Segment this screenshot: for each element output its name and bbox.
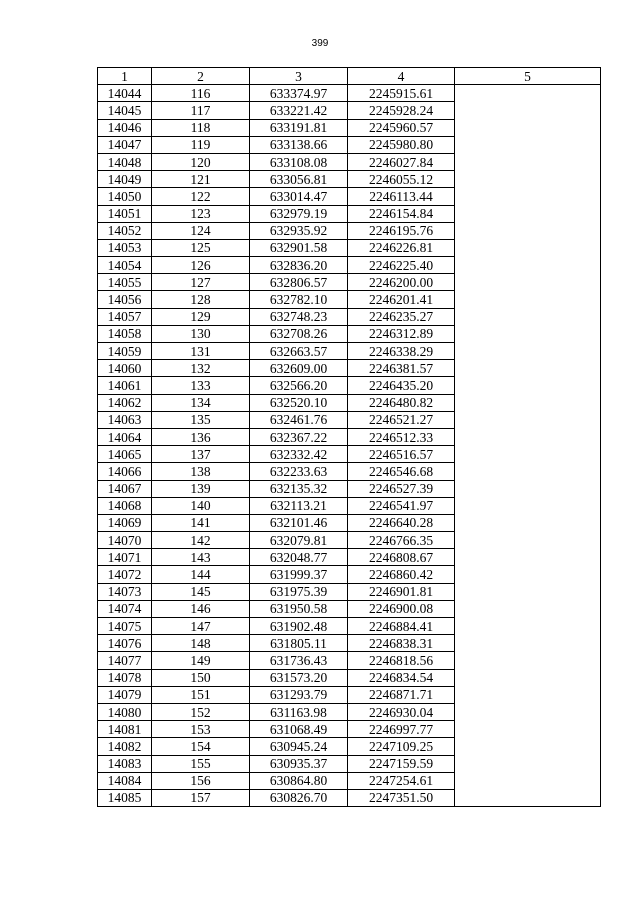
page-number: 399 [311,38,329,49]
point-id-cell: 14051 [98,205,152,222]
coordinate-y-cell: 2246808.67 [348,549,455,566]
point-id-cell: 14069 [98,514,152,531]
table-header-row [98,68,601,85]
point-id-cell: 14073 [98,583,152,600]
vertex-number-cell: 147 [152,618,250,635]
coordinate-y-cell: 2245915.61 [348,85,455,102]
point-id-cell: 14085 [98,789,152,806]
vertex-number-cell: 148 [152,635,250,652]
coordinate-x-cell: 632113.21 [250,497,348,514]
coordinate-y-cell: 2246997.77 [348,721,455,738]
point-id-cell: 14064 [98,428,152,445]
point-id-cell: 14052 [98,222,152,239]
coordinate-y-cell: 2246225.40 [348,257,455,274]
vertex-number-cell: 156 [152,772,250,789]
vertex-number-cell: 145 [152,583,250,600]
vertex-number-cell: 126 [152,257,250,274]
coordinate-x-cell: 632901.58 [250,239,348,256]
coordinate-x-cell: 632135.32 [250,480,348,497]
point-id-cell: 14057 [98,308,152,325]
coordinate-y-cell: 2246527.39 [348,480,455,497]
coordinate-x-cell: 631736.43 [250,652,348,669]
vertex-number-cell: 119 [152,136,250,153]
coordinate-x-cell: 632748.23 [250,308,348,325]
coordinate-x-cell: 631293.79 [250,686,348,703]
coordinate-y-cell: 2246235.27 [348,308,455,325]
coordinate-x-cell: 630826.70 [250,789,348,806]
coordinate-x-cell: 633056.81 [250,171,348,188]
coordinate-x-cell: 633191.81 [250,119,348,136]
point-id-cell: 14079 [98,686,152,703]
coordinate-y-cell: 2246312.89 [348,325,455,342]
table-row [98,85,601,102]
point-id-cell: 14060 [98,360,152,377]
coordinate-y-cell: 2246640.28 [348,514,455,531]
notes-cell [455,85,601,807]
coordinate-y-cell: 2247159.59 [348,755,455,772]
point-id-cell: 14077 [98,652,152,669]
coordinate-x-cell: 631999.37 [250,566,348,583]
point-id-cell: 14056 [98,291,152,308]
point-id-cell: 14049 [98,171,152,188]
vertex-number-cell: 140 [152,497,250,514]
coordinate-x-cell: 633108.08 [250,153,348,170]
coordinate-x-cell: 633374.97 [250,85,348,102]
coordinate-y-cell: 2246435.20 [348,377,455,394]
vertex-number-cell: 134 [152,394,250,411]
point-id-cell: 14063 [98,411,152,428]
point-id-cell: 14071 [98,549,152,566]
point-id-cell: 14068 [98,497,152,514]
coordinate-x-cell: 632461.76 [250,411,348,428]
coordinate-x-cell: 632079.81 [250,532,348,549]
coordinate-y-cell: 2245928.24 [348,102,455,119]
vertex-number-cell: 131 [152,343,250,360]
vertex-number-cell: 137 [152,446,250,463]
coordinate-y-cell: 2246200.00 [348,274,455,291]
coordinate-y-cell: 2247109.25 [348,738,455,755]
coordinate-x-cell: 631573.20 [250,669,348,686]
point-id-cell: 14045 [98,102,152,119]
coordinate-y-cell: 2246055.12 [348,171,455,188]
vertex-number-cell: 157 [152,789,250,806]
coordinate-x-cell: 632979.19 [250,205,348,222]
point-id-cell: 14059 [98,343,152,360]
point-id-cell: 14047 [98,136,152,153]
coordinate-x-cell: 631950.58 [250,600,348,617]
coordinate-x-cell: 630864.80 [250,772,348,789]
column-header-1: 1 [98,68,152,85]
coordinate-x-cell: 632935.92 [250,222,348,239]
vertex-number-cell: 123 [152,205,250,222]
point-id-cell: 14061 [98,377,152,394]
point-id-cell: 14050 [98,188,152,205]
vertex-number-cell: 133 [152,377,250,394]
coordinate-y-cell: 2246884.41 [348,618,455,635]
coordinates-table [97,67,601,807]
coordinate-y-cell: 2246930.04 [348,703,455,720]
coordinate-y-cell: 2246381.57 [348,360,455,377]
vertex-number-cell: 138 [152,463,250,480]
coordinate-y-cell: 2246480.82 [348,394,455,411]
coordinate-x-cell: 632520.10 [250,394,348,411]
vertex-number-cell: 150 [152,669,250,686]
coordinate-y-cell: 2246113.44 [348,188,455,205]
coordinate-y-cell: 2245980.80 [348,136,455,153]
vertex-number-cell: 129 [152,308,250,325]
point-id-cell: 14054 [98,257,152,274]
point-id-cell: 14070 [98,532,152,549]
vertex-number-cell: 130 [152,325,250,342]
point-id-cell: 14048 [98,153,152,170]
vertex-number-cell: 155 [152,755,250,772]
column-header-3: 3 [250,68,348,85]
vertex-number-cell: 132 [152,360,250,377]
vertex-number-cell: 117 [152,102,250,119]
coordinate-x-cell: 631902.48 [250,618,348,635]
vertex-number-cell: 135 [152,411,250,428]
coordinate-x-cell: 632566.20 [250,377,348,394]
vertex-number-cell: 116 [152,85,250,102]
vertex-number-cell: 127 [152,274,250,291]
coordinate-y-cell: 2246871.71 [348,686,455,703]
coordinate-y-cell: 2246338.29 [348,343,455,360]
vertex-number-cell: 120 [152,153,250,170]
coordinate-x-cell: 632782.10 [250,291,348,308]
coordinate-y-cell: 2246516.57 [348,446,455,463]
coordinate-y-cell: 2246860.42 [348,566,455,583]
point-id-cell: 14044 [98,85,152,102]
coordinate-y-cell: 2247254.61 [348,772,455,789]
coordinate-y-cell: 2246154.84 [348,205,455,222]
vertex-number-cell: 139 [152,480,250,497]
vertex-number-cell: 146 [152,600,250,617]
coordinate-y-cell: 2245960.57 [348,119,455,136]
coordinate-y-cell: 2246546.68 [348,463,455,480]
vertex-number-cell: 128 [152,291,250,308]
coordinate-x-cell: 631975.39 [250,583,348,600]
coordinate-x-cell: 632836.20 [250,257,348,274]
coordinate-y-cell: 2246226.81 [348,239,455,256]
column-header-4: 4 [348,68,455,85]
point-id-cell: 14065 [98,446,152,463]
vertex-number-cell: 124 [152,222,250,239]
coordinate-x-cell: 630945.24 [250,738,348,755]
point-id-cell: 14080 [98,703,152,720]
vertex-number-cell: 122 [152,188,250,205]
coordinate-x-cell: 630935.37 [250,755,348,772]
point-id-cell: 14076 [98,635,152,652]
coordinate-y-cell: 2247351.50 [348,789,455,806]
vertex-number-cell: 154 [152,738,250,755]
coordinate-y-cell: 2246541.97 [348,497,455,514]
coordinate-x-cell: 633221.42 [250,102,348,119]
point-id-cell: 14062 [98,394,152,411]
vertex-number-cell: 142 [152,532,250,549]
vertex-number-cell: 125 [152,239,250,256]
coordinate-y-cell: 2246838.31 [348,635,455,652]
point-id-cell: 14067 [98,480,152,497]
vertex-number-cell: 151 [152,686,250,703]
column-header-2: 2 [152,68,250,85]
point-id-cell: 14053 [98,239,152,256]
vertex-number-cell: 153 [152,721,250,738]
vertex-number-cell: 149 [152,652,250,669]
coordinate-y-cell: 2246195.76 [348,222,455,239]
coordinate-y-cell: 2246201.41 [348,291,455,308]
vertex-number-cell: 144 [152,566,250,583]
coordinate-y-cell: 2246521.27 [348,411,455,428]
vertex-number-cell: 141 [152,514,250,531]
vertex-number-cell: 118 [152,119,250,136]
vertex-number-cell: 152 [152,703,250,720]
coordinate-x-cell: 632609.00 [250,360,348,377]
point-id-cell: 14078 [98,669,152,686]
coordinate-x-cell: 632233.63 [250,463,348,480]
coordinate-y-cell: 2246027.84 [348,153,455,170]
point-id-cell: 14084 [98,772,152,789]
coordinate-y-cell: 2246900.08 [348,600,455,617]
coordinate-y-cell: 2246766.35 [348,532,455,549]
point-id-cell: 14082 [98,738,152,755]
coordinate-x-cell: 632101.46 [250,514,348,531]
coordinate-x-cell: 632048.77 [250,549,348,566]
coordinate-x-cell: 632663.57 [250,343,348,360]
point-id-cell: 14081 [98,721,152,738]
coordinate-x-cell: 633138.66 [250,136,348,153]
coordinate-x-cell: 631805.11 [250,635,348,652]
coordinate-x-cell: 631163.98 [250,703,348,720]
coordinate-x-cell: 633014.47 [250,188,348,205]
column-header-5: 5 [455,68,601,85]
coordinate-x-cell: 632708.26 [250,325,348,342]
point-id-cell: 14066 [98,463,152,480]
point-id-cell: 14058 [98,325,152,342]
vertex-number-cell: 136 [152,428,250,445]
point-id-cell: 14055 [98,274,152,291]
coordinate-y-cell: 2246834.54 [348,669,455,686]
point-id-cell: 14074 [98,600,152,617]
coordinate-y-cell: 2246901.81 [348,583,455,600]
point-id-cell: 14075 [98,618,152,635]
vertex-number-cell: 121 [152,171,250,188]
table-body [98,85,601,807]
vertex-number-cell: 143 [152,549,250,566]
point-id-cell: 14046 [98,119,152,136]
coordinate-x-cell: 632367.22 [250,428,348,445]
point-id-cell: 14083 [98,755,152,772]
coordinate-y-cell: 2246512.33 [348,428,455,445]
coordinate-y-cell: 2246818.56 [348,652,455,669]
coordinate-x-cell: 631068.49 [250,721,348,738]
coordinate-x-cell: 632806.57 [250,274,348,291]
point-id-cell: 14072 [98,566,152,583]
coordinate-x-cell: 632332.42 [250,446,348,463]
